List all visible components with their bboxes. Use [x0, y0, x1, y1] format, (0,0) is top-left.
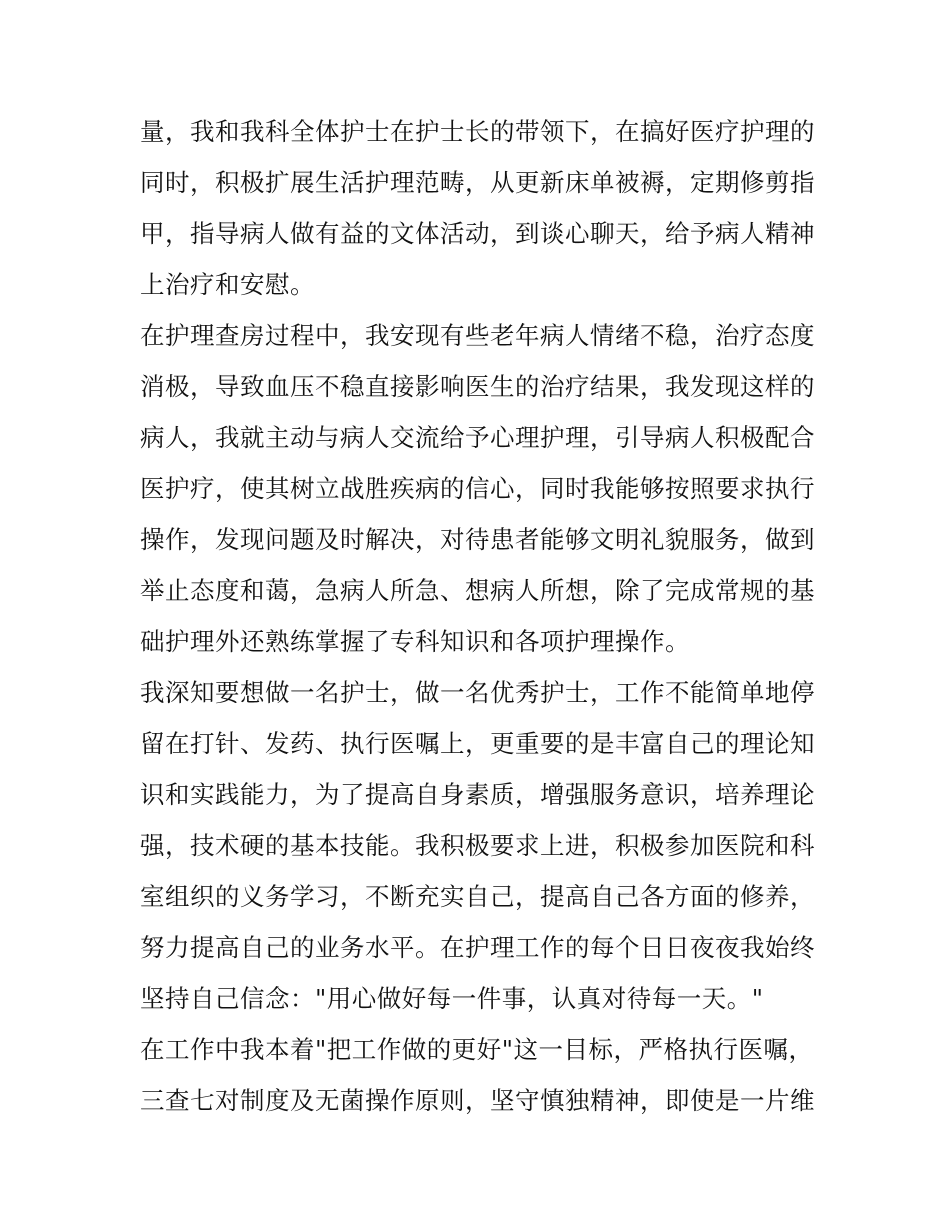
text-line: 室组织的义务学习，不断充实自己，提高自己各方面的修养， — [140, 882, 815, 911]
text-line: 同时，积极扩展生活护理范畴，从更新床单被褥，定期修剪指 — [140, 168, 815, 197]
text-line: 我深知要想做一名护士，做一名优秀护士，工作不能简单地停 — [140, 678, 815, 707]
text-line: 举止态度和蔼，急病人所急、想病人所想，除了完成常规的基 — [140, 576, 815, 605]
text-line: 强，技术硬的基本技能。我积极要求上进，积极参加医院和科 — [140, 831, 815, 860]
text-line: 消极，导致血压不稳直接影响医生的治疗结果，我发现这样的 — [140, 372, 815, 401]
text-line: 三查七对制度及无菌操作原则，坚守慎独精神，即使是一片维 — [140, 1086, 815, 1115]
text-line: 坚持自己信念："用心做好每一件事，认真对待每一天。" — [140, 984, 764, 1013]
text-line: 病人，我就主动与病人交流给予心理护理，引导病人积极配合 — [140, 423, 815, 452]
body-text — [140, 106, 820, 1126]
text-line: 在工作中我本着"把工作做的更好"这一目标，严格执行医嘱， — [140, 1035, 814, 1064]
text-line: 上治疗和安慰。 — [140, 270, 315, 299]
text-line: 留在打针、发药、执行医嘱上，更重要的是丰富自己的理论知 — [140, 729, 815, 758]
text-line: 操作，发现问题及时解决，对待患者能够文明礼貌服务，做到 — [140, 525, 815, 554]
text-line: 在护理查房过程中，我安现有些老年病人情绪不稳，治疗态度 — [140, 321, 815, 350]
text-line: 础护理外还熟练掌握了专科知识和各项护理操作。 — [140, 627, 690, 656]
text-line: 识和实践能力，为了提高自身素质，增强服务意识，培养理论 — [140, 780, 815, 809]
text-line: 努力提高自己的业务水平。在护理工作的每个日日夜夜我始终 — [140, 933, 815, 962]
text-line: 医护疗，使其树立战胜疾病的信心，同时我能够按照要求执行 — [140, 474, 815, 503]
text-line: 甲，指导病人做有益的文体活动，到谈心聊天，给予病人精神 — [140, 219, 815, 248]
text-line: 量，我和我科全体护士在护士长的带领下，在搞好医疗护理的 — [140, 117, 815, 146]
